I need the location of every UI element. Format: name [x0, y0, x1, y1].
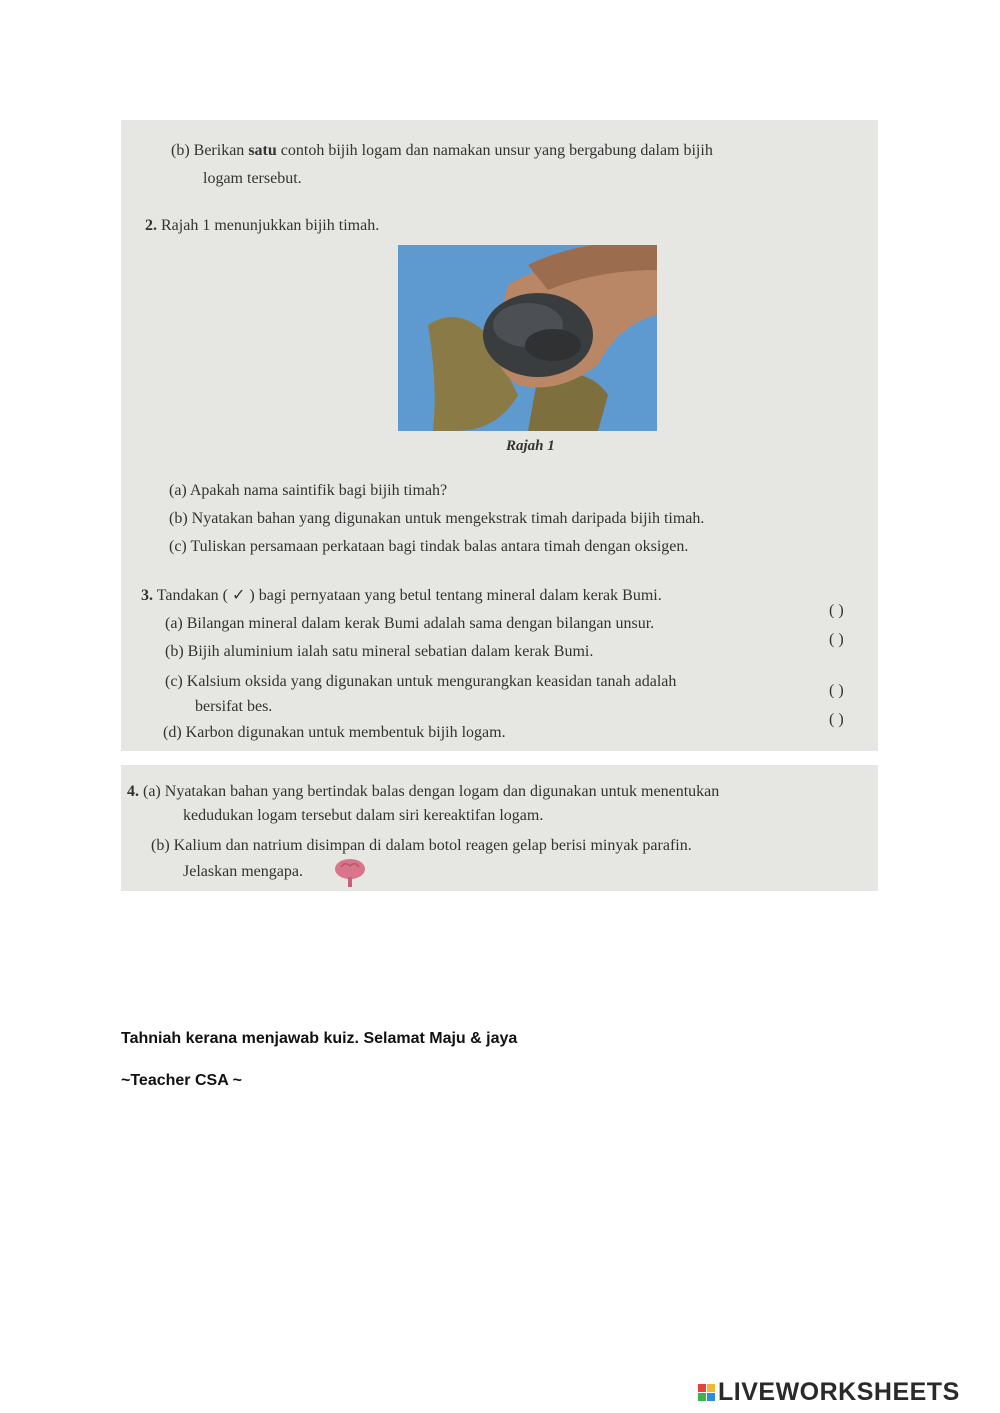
q2-stem-text: Rajah 1 menunjukkan bijih timah.	[161, 217, 380, 234]
q1b-label: (b) Berikan	[171, 142, 249, 159]
q3a: (a) Bilangan mineral dalam kerak Bumi adalah sama dengan bilangan unsur.	[165, 615, 655, 632]
brain-sticker-icon	[333, 857, 367, 887]
textbook-scan-2	[121, 765, 878, 891]
q3c-line1: (c) Kalsium oksida yang digunakan untuk mengurangkan keasidan tanah adalah	[165, 673, 677, 690]
q2-number: 2.	[145, 217, 157, 234]
closing-message: Tahniah kerana menjawab kuiz. Selamat Maju & jaya	[121, 1030, 518, 1047]
q4a-line2: kedudukan logam tersebut dalam siri kereaktifan logam.	[183, 807, 544, 824]
q3c-line2: bersifat bes.	[195, 698, 273, 715]
q2-stem	[145, 217, 379, 235]
q4b-line1: (b) Kalium dan natrium disimpan di dalam botol reagen gelap berisi minyak parafin.	[151, 837, 692, 854]
tin-ore-photo	[398, 245, 657, 431]
q3b-answer-box[interactable]: ( )	[829, 631, 844, 648]
tin-ore-hand-illustration	[398, 245, 657, 431]
q1b-bold-word: satu	[248, 142, 277, 159]
textbook-scan-1	[121, 120, 878, 751]
q1b-line2: logam tersebut.	[203, 170, 302, 187]
q1b-text: contoh bijih logam dan namakan unsur yang bergabung dalam bijih	[276, 142, 713, 159]
q2c: (c) Tuliskan persamaan perkataan bagi tindak balas antara timah dengan oksigen.	[169, 538, 689, 555]
q2a: (a) Apakah nama saintifik bagi bijih timah?	[169, 482, 448, 499]
q3d-answer-box[interactable]: ( )	[829, 711, 844, 728]
q1b-line1	[171, 142, 713, 160]
logo-text: LIVEWORKSHEETS	[718, 1378, 960, 1406]
q3-stem-text: Tandakan ( ✓ ) bagi pernyataan yang betul tentang mineral dalam kerak Bumi.	[156, 587, 662, 604]
q4-number: 4.	[127, 783, 139, 800]
q3c-answer-box[interactable]: ( )	[829, 682, 844, 699]
q3a-answer-box[interactable]: ( )	[829, 602, 844, 619]
q4a-text: (a) Nyatakan bahan yang bertindak balas dengan logam dan digunakan untuk menentukan	[143, 783, 720, 800]
q3d: (d) Karbon digunakan untuk membentuk bijih logam.	[163, 724, 506, 741]
teacher-signature: ~Teacher CSA ~	[121, 1072, 242, 1089]
q3b: (b) Bijih aluminium ialah satu mineral sebatian dalam kerak Bumi.	[165, 643, 594, 660]
q3-stem	[141, 585, 662, 605]
liveworksheets-logo[interactable]	[698, 1378, 960, 1407]
q2b: (b) Nyatakan bahan yang digunakan untuk mengekstrak timah daripada bijih timah.	[169, 510, 705, 527]
q4a-line1	[127, 783, 719, 801]
figure-caption: Rajah 1	[506, 438, 555, 454]
q3-number: 3.	[141, 587, 153, 604]
logo-mark-icon	[698, 1384, 715, 1401]
q4b-line2: Jelaskan mengapa.	[183, 863, 303, 880]
